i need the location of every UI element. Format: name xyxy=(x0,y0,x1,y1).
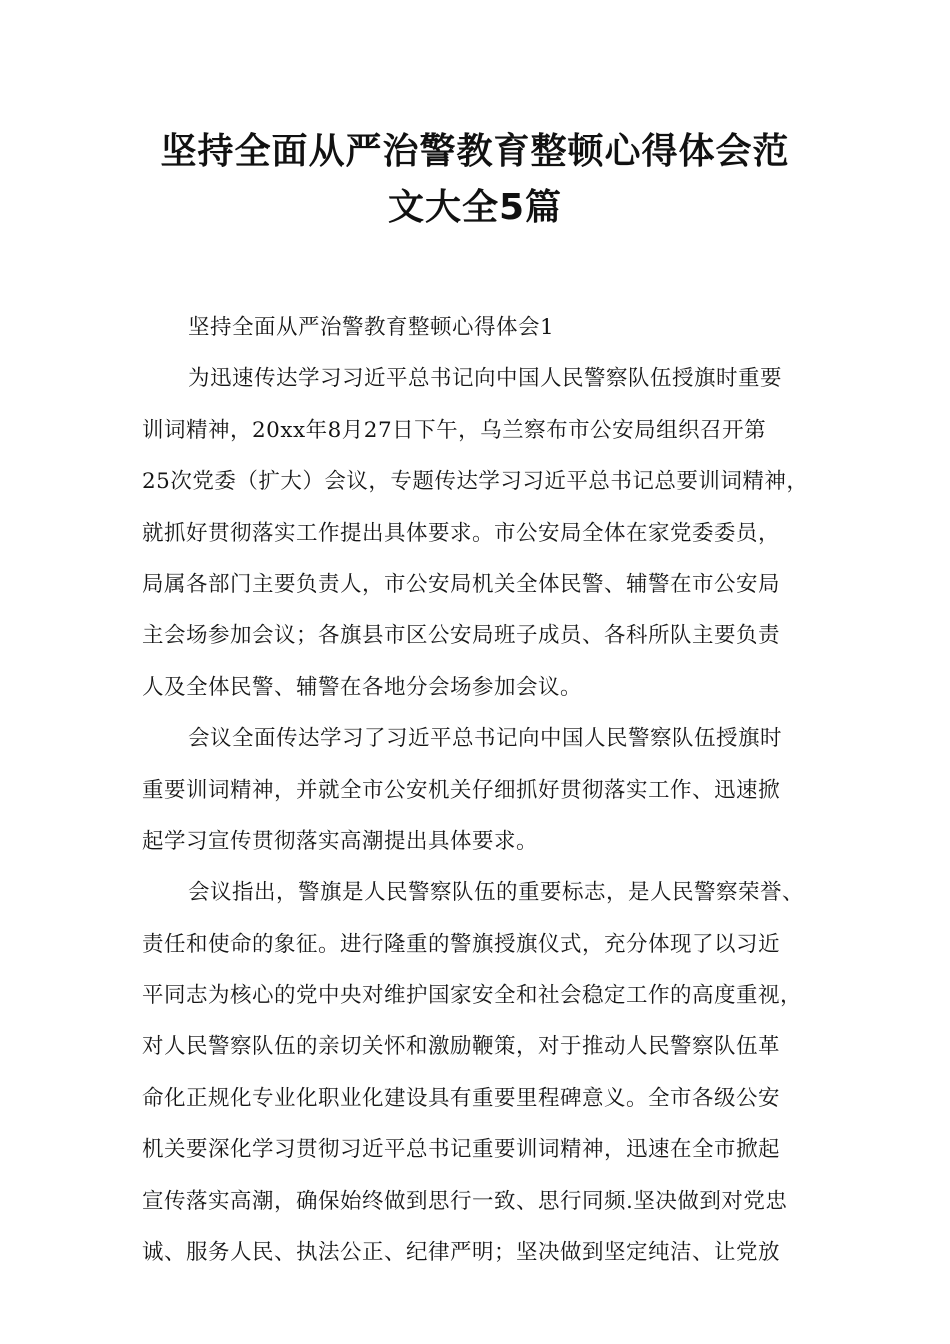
document-title xyxy=(130,124,820,236)
paragraph-line: 会议指出，警旗是人民警察队伍的重要标志，是人民警察荣誉、 xyxy=(188,880,805,906)
paragraph-line: 对人民警察队伍的亲切关怀和激励鞭策，对于推动人民警察队伍革 xyxy=(142,1034,781,1060)
paragraph-line: 就抓好贯彻落实工作提出具体要求。市公安局全体在家党委委员， xyxy=(142,520,781,546)
paragraph-line: 命化正规化专业化职业化建设具有重要里程碑意义。全市各级公安 xyxy=(142,1085,781,1111)
paragraph-line: 25次党委（扩大）会议，专题传达学习习近平总书记总要训词精神， xyxy=(142,469,809,495)
paragraph-line: 重要训词精神，并就全市公安机关仔细抓好贯彻落实工作、迅速掀 xyxy=(142,777,781,803)
paragraph-line: 平同志为核心的党中央对维护国家安全和社会稳定工作的高度重视， xyxy=(142,983,803,1009)
paragraph-line: 机关要深化学习贯彻习近平总书记重要训词精神，迅速在全市掀起 xyxy=(142,1137,781,1163)
paragraph-line: 为迅速传达学习习近平总书记向中国人民警察队伍授旗时重要 xyxy=(188,366,783,392)
paragraph-line: 宣传落实高潮，确保始终做到思行一致、思行同频.坚决做到对党忠 xyxy=(142,1188,788,1214)
paragraph-line: 起学习宣传贯彻落实高潮提出具体要求。 xyxy=(142,828,539,854)
paragraph-line: 训词精神，20xx年8月27日下午，乌兰察布市公安局组织召开第 xyxy=(142,417,767,443)
title-line: 文大全5篇 xyxy=(387,187,563,228)
paragraph-line: 诚、服务人民、执法公正、纪律严明；坚决做到坚定纯洁、让党放 xyxy=(142,1240,781,1266)
paragraph-line: 主会场参加会议；各旗县市区公安局班子成员、各科所队主要负责 xyxy=(142,623,781,649)
paragraph-line: 责任和使命的象征。进行隆重的警旗授旗仪式，充分体现了以习近 xyxy=(142,931,781,957)
document-body xyxy=(142,309,832,1285)
section-heading: 坚持全面从严治警教育整顿心得体会1 xyxy=(188,315,555,340)
paragraph-line: 人及全体民警、辅警在各地分会场参加会议。 xyxy=(142,674,583,700)
title-line: 坚持全面从严治警教育整顿心得体会范 xyxy=(160,131,790,172)
paragraph-line: 局属各部门主要负责人，市公安局机关全体民警、辅警在市公安局 xyxy=(142,571,781,597)
paragraph-line: 会议全面传达学习了习近平总书记向中国人民警察队伍授旗时 xyxy=(188,726,783,752)
